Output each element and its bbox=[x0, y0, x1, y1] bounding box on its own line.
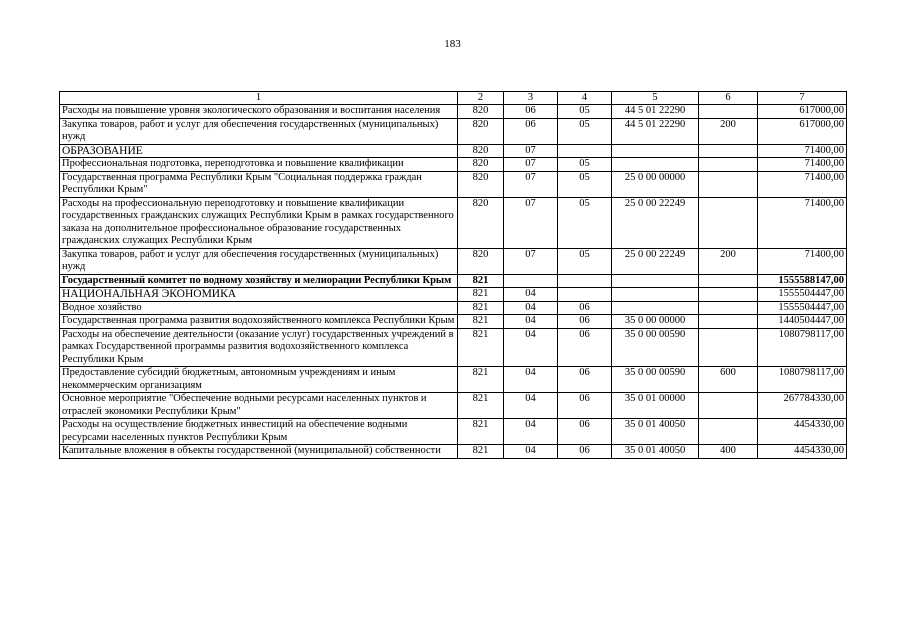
page-number: 183 bbox=[444, 38, 461, 50]
expense-type-cell: 200 bbox=[699, 248, 758, 274]
ved-cell: 820 bbox=[458, 171, 504, 197]
expense-type-cell bbox=[699, 144, 758, 158]
target-article-cell bbox=[612, 144, 699, 158]
podrazdel-cell: 05 bbox=[558, 171, 612, 197]
ved-cell: 820 bbox=[458, 197, 504, 248]
ved-cell: 820 bbox=[458, 118, 504, 144]
amount-cell: 1555504447,00 bbox=[758, 288, 847, 302]
podrazdel-cell: 05 bbox=[558, 118, 612, 144]
target-article-cell: 25 0 00 22249 bbox=[612, 197, 699, 248]
amount-cell: 1555588147,00 bbox=[758, 274, 847, 288]
expense-type-cell bbox=[699, 288, 758, 302]
row-name-cell: Водное хозяйство bbox=[60, 301, 458, 315]
row-name-cell: Государственная программа Республики Крым "Социальная поддержка граждан Республики Крым" bbox=[60, 171, 458, 197]
amount-cell: 1555504447,00 bbox=[758, 301, 847, 315]
expense-type-cell bbox=[699, 171, 758, 197]
amount-cell: 1080798117,00 bbox=[758, 367, 847, 393]
header-cell: 5 bbox=[612, 92, 699, 105]
razdel-cell: 04 bbox=[504, 315, 558, 329]
expense-type-cell bbox=[699, 105, 758, 119]
table-row bbox=[60, 393, 847, 419]
table-row bbox=[60, 248, 847, 274]
target-article-cell: 44 5 01 22290 bbox=[612, 118, 699, 144]
ved-cell: 821 bbox=[458, 301, 504, 315]
razdel-cell: 06 bbox=[504, 105, 558, 119]
amount-cell: 617000,00 bbox=[758, 105, 847, 119]
target-article-cell: 25 0 00 00000 bbox=[612, 171, 699, 197]
header-cell: 6 bbox=[699, 92, 758, 105]
expense-type-cell bbox=[699, 419, 758, 445]
amount-cell: 71400,00 bbox=[758, 144, 847, 158]
target-article-cell: 35 0 01 40050 bbox=[612, 419, 699, 445]
razdel-cell bbox=[504, 274, 558, 288]
row-name-cell: ОБРАЗОВАНИЕ bbox=[60, 144, 458, 158]
target-article-cell: 35 0 01 40050 bbox=[612, 445, 699, 459]
razdel-cell: 04 bbox=[504, 288, 558, 302]
table-row bbox=[60, 158, 847, 172]
target-article-cell: 35 0 01 00000 bbox=[612, 393, 699, 419]
ved-cell: 821 bbox=[458, 393, 504, 419]
table-row bbox=[60, 301, 847, 315]
ved-cell: 821 bbox=[458, 315, 504, 329]
podrazdel-cell: 06 bbox=[558, 393, 612, 419]
ved-cell: 820 bbox=[458, 158, 504, 172]
row-name-cell: Расходы на повышение уровня экологического образования и воспитания населения bbox=[60, 105, 458, 119]
target-article-cell: 35 0 00 00590 bbox=[612, 328, 699, 367]
razdel-cell: 04 bbox=[504, 393, 558, 419]
amount-cell: 71400,00 bbox=[758, 158, 847, 172]
amount-cell: 1080798117,00 bbox=[758, 328, 847, 367]
expense-type-cell bbox=[699, 301, 758, 315]
target-article-cell: 35 0 00 00000 bbox=[612, 315, 699, 329]
table-row bbox=[60, 328, 847, 367]
target-article-cell bbox=[612, 274, 699, 288]
expense-type-cell: 200 bbox=[699, 118, 758, 144]
expense-type-cell bbox=[699, 328, 758, 367]
row-name-cell: Закупка товаров, работ и услуг для обеспечения государственных (муниципальных) нужд bbox=[60, 118, 458, 144]
table-body bbox=[60, 105, 847, 459]
amount-cell: 267784330,00 bbox=[758, 393, 847, 419]
razdel-cell: 07 bbox=[504, 144, 558, 158]
ved-cell: 820 bbox=[458, 105, 504, 119]
expense-type-cell bbox=[699, 393, 758, 419]
row-name-cell: Основное мероприятие "Обеспечение водными ресурсами населенных пунктов и отраслей экономики Республики Крым" bbox=[60, 393, 458, 419]
header-cell: 2 bbox=[458, 92, 504, 105]
podrazdel-cell: 06 bbox=[558, 301, 612, 315]
amount-cell: 4454330,00 bbox=[758, 445, 847, 459]
razdel-cell: 04 bbox=[504, 301, 558, 315]
expense-type-cell: 600 bbox=[699, 367, 758, 393]
table-row bbox=[60, 144, 847, 158]
table-row bbox=[60, 274, 847, 288]
razdel-cell: 07 bbox=[504, 171, 558, 197]
table-row bbox=[60, 171, 847, 197]
amount-cell: 617000,00 bbox=[758, 118, 847, 144]
table-row bbox=[60, 118, 847, 144]
expense-type-cell bbox=[699, 158, 758, 172]
expense-type-cell bbox=[699, 197, 758, 248]
expense-type-cell: 400 bbox=[699, 445, 758, 459]
row-name-cell: Закупка товаров, работ и услуг для обеспечения государственных (муниципальных) нужд bbox=[60, 248, 458, 274]
table-row bbox=[60, 419, 847, 445]
razdel-cell: 07 bbox=[504, 197, 558, 248]
header-row bbox=[60, 92, 847, 105]
podrazdel-cell: 05 bbox=[558, 197, 612, 248]
header-cell: 1 bbox=[60, 92, 458, 105]
target-article-cell: 35 0 00 00590 bbox=[612, 367, 699, 393]
header-cell: 3 bbox=[504, 92, 558, 105]
expense-type-cell bbox=[699, 274, 758, 288]
header-cell: 4 bbox=[558, 92, 612, 105]
razdel-cell: 07 bbox=[504, 248, 558, 274]
row-name-cell: Государственная программа развития водохозяйственного комплекса Республики Крым bbox=[60, 315, 458, 329]
target-article-cell: 25 0 00 22249 bbox=[612, 248, 699, 274]
ved-cell: 821 bbox=[458, 367, 504, 393]
podrazdel-cell bbox=[558, 274, 612, 288]
razdel-cell: 04 bbox=[504, 419, 558, 445]
table-row bbox=[60, 367, 847, 393]
amount-cell: 1440504447,00 bbox=[758, 315, 847, 329]
razdel-cell: 04 bbox=[504, 445, 558, 459]
amount-cell: 71400,00 bbox=[758, 248, 847, 274]
target-article-cell bbox=[612, 158, 699, 172]
target-article-cell: 44 5 01 22290 bbox=[612, 105, 699, 119]
target-article-cell bbox=[612, 301, 699, 315]
razdel-cell: 07 bbox=[504, 158, 558, 172]
podrazdel-cell: 05 bbox=[558, 248, 612, 274]
podrazdel-cell: 06 bbox=[558, 367, 612, 393]
ved-cell: 821 bbox=[458, 328, 504, 367]
podrazdel-cell: 05 bbox=[558, 158, 612, 172]
row-name-cell: Расходы на обеспечение деятельности (оказание услуг) государственных учреждений в рамках Государственной программы развития водохозяйственного комплекса Республики Крым bbox=[60, 328, 458, 367]
podrazdel-cell: 06 bbox=[558, 328, 612, 367]
table-row bbox=[60, 288, 847, 302]
budget-table bbox=[59, 91, 847, 459]
amount-cell: 4454330,00 bbox=[758, 419, 847, 445]
row-name-cell: Расходы на осуществление бюджетных инвестиций на обеспечение водными ресурсами населенных пунктов Республики Крым bbox=[60, 419, 458, 445]
table-row bbox=[60, 105, 847, 119]
header-cell: 7 bbox=[758, 92, 847, 105]
target-article-cell bbox=[612, 288, 699, 302]
razdel-cell: 06 bbox=[504, 118, 558, 144]
table-row bbox=[60, 197, 847, 248]
podrazdel-cell: 06 bbox=[558, 419, 612, 445]
row-name-cell: Профессиональная подготовка, переподготовка и повышение квалификации bbox=[60, 158, 458, 172]
table-row bbox=[60, 445, 847, 459]
razdel-cell: 04 bbox=[504, 328, 558, 367]
podrazdel-cell: 06 bbox=[558, 315, 612, 329]
podrazdel-cell: 06 bbox=[558, 445, 612, 459]
expense-type-cell bbox=[699, 315, 758, 329]
ved-cell: 821 bbox=[458, 445, 504, 459]
amount-cell: 71400,00 bbox=[758, 197, 847, 248]
table-row bbox=[60, 315, 847, 329]
ved-cell: 820 bbox=[458, 248, 504, 274]
ved-cell: 821 bbox=[458, 274, 504, 288]
row-name-cell: Расходы на профессиональную переподготовку и повышение квалификации государственных гражданских служащих Республики Крым в рамках государственного заказа на дополнительное профессиональное образование государственных гражданских служащих Республики Крым bbox=[60, 197, 458, 248]
row-name-cell: Капитальные вложения в объекты государственной (муниципальной) собственности bbox=[60, 445, 458, 459]
amount-cell: 71400,00 bbox=[758, 171, 847, 197]
row-name-cell: НАЦИОНАЛЬНАЯ ЭКОНОМИКА bbox=[60, 288, 458, 302]
row-name-cell: Предоставление субсидий бюджетным, автономным учреждениям и иным некоммерческим организациям bbox=[60, 367, 458, 393]
ved-cell: 820 bbox=[458, 144, 504, 158]
ved-cell: 821 bbox=[458, 419, 504, 445]
podrazdel-cell bbox=[558, 144, 612, 158]
podrazdel-cell bbox=[558, 288, 612, 302]
row-name-cell: Государственный комитет по водному хозяйству и мелиорации Республики Крым bbox=[60, 274, 458, 288]
ved-cell: 821 bbox=[458, 288, 504, 302]
razdel-cell: 04 bbox=[504, 367, 558, 393]
podrazdel-cell: 05 bbox=[558, 105, 612, 119]
